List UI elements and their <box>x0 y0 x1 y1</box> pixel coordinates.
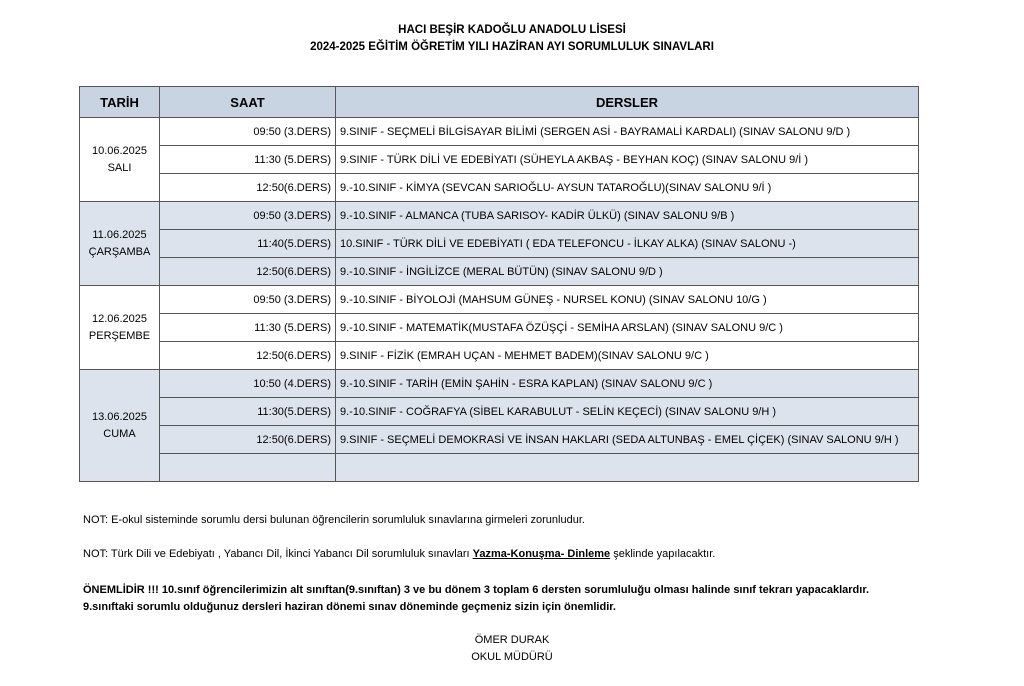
course-cell: 9.SINIF - FİZİK (EMRAH UÇAN - MEHMET BADEM)(SINAV SALONU 9/C ) <box>336 342 919 370</box>
course-cell <box>336 454 919 482</box>
table-row <box>80 118 919 146</box>
time-cell: 10:50 (4.DERS) <box>160 370 336 398</box>
table-header-row <box>80 87 919 118</box>
course-cell: 9.SINIF - SEÇMELİ BİLGİSAYAR BİLİMİ (SERGEN ASİ - BAYRAMALİ KARDALI) (SINAV SALONU 9/D ) <box>336 118 919 146</box>
note-format-emphasis: Yazma-Konuşma- Dinleme <box>472 548 611 560</box>
course-cell: 9.-10.SINIF - İNGİLİZCE (MERAL BÜTÜN) (SINAV SALONU 9/D ) <box>336 258 919 286</box>
time-cell: 11:40(5.DERS) <box>160 230 336 258</box>
date-cell <box>80 202 160 286</box>
exam-day: CUMA <box>103 427 136 440</box>
date-cell <box>80 118 160 202</box>
time-cell: 12:50(6.DERS) <box>160 258 336 286</box>
exam-date: 12.06.2025 <box>91 312 148 325</box>
time-cell: 12:50(6.DERS) <box>160 342 336 370</box>
table-row <box>80 174 919 202</box>
header-date: TARİH <box>80 87 160 118</box>
time-cell: 12:50(6.DERS) <box>160 426 336 454</box>
header-time: SAAT <box>160 87 336 118</box>
note-important: ÖNEMLİDİR !!! 10.sınıf öğrencilerimizin alt sınıftan(9.sınıftan) 3 ve bu dönem 3 toplam 6 dersten sorumluluğu olması halinde sınıf tekrarı yapacaklardır. 9.sınıftaki sorumlu olduğunuz dersleri haziran dönemi sınav döneminde geçmeniz sizin için önemlidir. <box>83 584 870 613</box>
header-courses: DERSLER <box>336 87 919 118</box>
exam-date: 11.06.2025 <box>92 228 147 241</box>
time-cell: 11:30(5.DERS) <box>160 398 336 426</box>
note-mandatory: NOT: E-okul sisteminde sorumlu dersi bulunan öğrencilerin sorumluluk sınavlarına girmeleri zorunludur. <box>83 514 585 526</box>
time-cell: 09:50 (3.DERS) <box>160 286 336 314</box>
time-cell: 12:50(6.DERS) <box>160 174 336 202</box>
table-row <box>80 146 919 174</box>
date-cell <box>80 370 160 482</box>
table-row <box>80 454 919 482</box>
table-row <box>80 230 919 258</box>
exam-schedule-table <box>79 86 919 482</box>
exam-date: 13.06.2025 <box>91 410 148 423</box>
course-cell: 9.-10.SINIF - COĞRAFYA (SİBEL KARABULUT - SELİN KEÇECİ) (SINAV SALONU 9/H ) <box>336 398 919 426</box>
course-cell: 9.-10.SINIF - BİYOLOJİ (MAHSUM GÜNEŞ - NURSEL KONU) (SINAV SALONU 10/G ) <box>336 286 919 314</box>
exam-date: 10.06.2025 <box>91 144 148 157</box>
table-row <box>80 202 919 230</box>
signature-block <box>0 632 1024 666</box>
time-cell: 11:30 (5.DERS) <box>160 146 336 174</box>
table-row <box>80 342 919 370</box>
date-cell <box>80 286 160 370</box>
time-cell: 09:50 (3.DERS) <box>160 118 336 146</box>
document-title: 2024-2025 EĞİTİM ÖĞRETİM YILI HAZİRAN AYI SORUMLULUK SINAVLARI <box>310 41 714 53</box>
table-row <box>80 258 919 286</box>
principal-title: OKUL MÜDÜRÜ <box>471 651 553 663</box>
exam-day: ÇARŞAMBA <box>88 245 151 258</box>
table-row <box>80 286 919 314</box>
course-cell: 9.-10.SINIF - MATEMATİK(MUSTAFA ÖZÜŞÇİ - SEMİHA ARSLAN) (SINAV SALONU 9/C ) <box>336 314 919 342</box>
course-cell: 10.SINIF - TÜRK DİLİ VE EDEBİYATI ( EDA TELEFONCU - İLKAY ALKA) (SINAV SALONU -) <box>336 230 919 258</box>
course-cell: 9.-10.SINIF - ALMANCA (TUBA SARISOY- KADİR ÜLKÜ) (SINAV SALONU 9/B ) <box>336 202 919 230</box>
course-cell: 9.SINIF - SEÇMELİ DEMOKRASİ VE İNSAN HAKLARI (SEDA ALTUNBAŞ - EMEL ÇİÇEK) (SINAV SALONU 9/H ) <box>336 426 919 454</box>
school-name: HACI BEŞİR KADOĞLU ANADOLU LİSESİ <box>398 24 626 36</box>
time-cell: 11:30 (5.DERS) <box>160 314 336 342</box>
table-row <box>80 398 919 426</box>
course-cell: 9.-10.SINIF - TARİH (EMİN ŞAHİN - ESRA KAPLAN) (SINAV SALONU 9/C ) <box>336 370 919 398</box>
table-row <box>80 314 919 342</box>
exam-day: PERŞEMBE <box>88 329 151 342</box>
table-row <box>80 426 919 454</box>
table-row <box>80 370 919 398</box>
time-cell <box>160 454 336 482</box>
document-header <box>0 22 1024 56</box>
note-exam-format <box>83 546 715 563</box>
course-cell: 9.SINIF - TÜRK DİLİ VE EDEBİYATI (SÜHEYLA AKBAŞ - BEYHAN KOÇ) (SINAV SALONU 9/İ ) <box>336 146 919 174</box>
principal-name: ÖMER DURAK <box>474 634 550 646</box>
exam-day: SALI <box>107 161 132 174</box>
note-format-suffix: şeklinde yapılacaktır. <box>610 548 716 560</box>
time-cell: 09:50 (3.DERS) <box>160 202 336 230</box>
note-format-text: NOT: Türk Dili ve Edebiyatı , Yabancı Dil, İkinci Yabancı Dil sorumluluk sınavları <box>83 548 473 560</box>
course-cell: 9.-10.SINIF - KİMYA (SEVCAN SARIOĞLU- AYSUN TATAROĞLU)(SINAV SALONU 9/İ ) <box>336 174 919 202</box>
